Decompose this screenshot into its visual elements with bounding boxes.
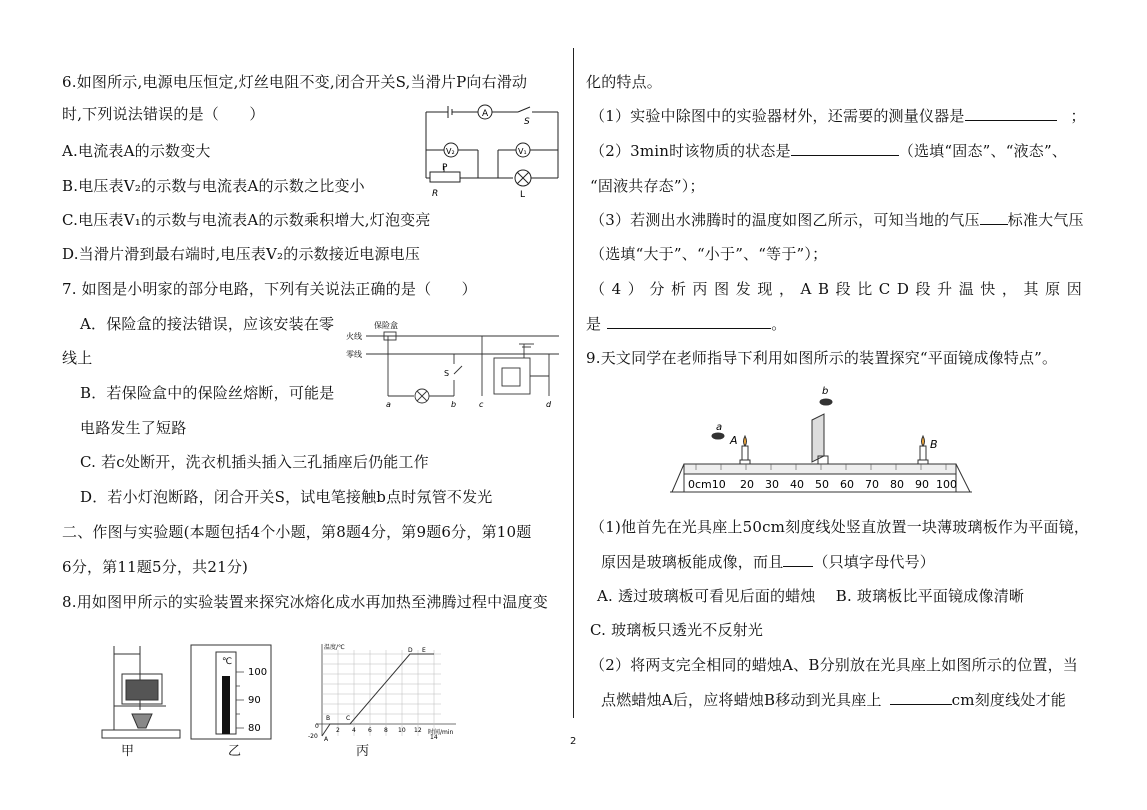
fig-yi-label: 乙	[228, 744, 242, 759]
q8-part1	[590, 106, 1086, 126]
page-number: 2	[570, 736, 577, 747]
q8-part4-end: 。	[771, 315, 787, 333]
fig-jia-apparatus	[100, 640, 184, 740]
q6-circuit-diagram	[418, 100, 568, 200]
q8-part1-end: ；	[1070, 107, 1086, 125]
q8-part3-text: （3）若测出水沸腾时的温度如图乙所示，可知当地的气压	[590, 211, 980, 229]
live-wire-label: 火线	[346, 332, 362, 341]
q8-part2-end: （选填“固态”、“液态”、	[898, 142, 1068, 160]
point-C-label: C	[346, 715, 351, 722]
switch-s-label: S	[444, 369, 450, 378]
q9-option-c: C. 玻璃板只透光不反射光	[590, 621, 764, 639]
v1-label: V₁	[518, 147, 527, 156]
q6-option-d: D.当滑片滑到最右端时,电压表V₂的示数接近电源电压	[62, 245, 421, 263]
scale-70: 70	[865, 478, 879, 491]
scale-40: 40	[790, 478, 804, 491]
scale-80: 80	[890, 478, 904, 491]
q9-part1-line2-text: 原因是玻璃板能成像，而且	[601, 553, 784, 571]
fig-jia-label: 甲	[121, 744, 135, 759]
q8-part3-line2: （选填“大于”、“小于”、“等于”）；	[590, 245, 828, 263]
section2-heading-line2: 6分，第11题5分，共21分)	[62, 558, 249, 576]
q9-part1-line2	[601, 552, 935, 572]
q8-part3-end: 标准大气压	[1007, 211, 1084, 229]
x-tick-12: 12	[414, 727, 422, 734]
q8-part2-line2: “固液共存态”）；	[590, 177, 705, 195]
bench-scale-labels	[688, 478, 957, 491]
point-E-label: E	[422, 647, 426, 654]
q9-part2-line2-text: 点燃蜡烛A后，应将蜡烛B移动到光具座上	[601, 691, 882, 709]
q8-part4-shi: 是	[586, 315, 602, 333]
lamp-label: L	[520, 190, 526, 200]
q8-part4-line2	[586, 314, 786, 334]
q8-part3	[590, 210, 1084, 230]
fig-yi-thermometer	[190, 644, 274, 742]
section2-heading-line1: 二、作图与实验题(本题包括4个小题，第8题4分，第9题6分，第10题	[62, 523, 532, 541]
q8-stem-continued: 化的特点。	[586, 73, 663, 91]
q6-stem-line1: 6.如图所示,电源电压恒定,灯丝电阻不变,闭合开关S,当滑片P向右滑动	[62, 73, 528, 91]
q9-optical-bench-figure	[666, 384, 986, 500]
q6-option-b: B.电压表V₂的示数与电流表A的示数之比变小	[62, 177, 365, 195]
thermo-tick-80: 80	[248, 723, 261, 734]
x-tick-10: 10	[398, 727, 406, 734]
ammeter-label: A	[482, 109, 489, 119]
q8-part2-text: （2）3min时该物质的状态是	[590, 142, 791, 160]
switch-label: S	[524, 117, 530, 127]
q7-stem: 7. 如图是小明家的部分电路，下列有关说法正确的是（ ）	[62, 280, 477, 298]
scale-0: 0cm10	[688, 478, 726, 491]
q6-stem-line2: 时,下列说法错误的是（ ）	[62, 105, 265, 123]
eye-b-label: b	[822, 386, 829, 397]
x-tick-8: 8	[384, 727, 388, 734]
point-d-label: d	[546, 400, 552, 409]
scale-50: 50	[815, 478, 829, 491]
thermo-unit: ℃	[222, 657, 233, 667]
y-tick-0: 0	[315, 723, 319, 730]
q9-part2-blank[interactable]	[890, 690, 952, 705]
v2-label: V₂	[446, 147, 455, 156]
q9-part2-line2	[601, 690, 1066, 710]
q8-part1-text: （1）实验中除图中的实验器材外，还需要的测量仪器是	[590, 107, 965, 125]
q9-options-ab: A. 透过玻璃板可看见后面的蜡烛 B. 玻璃板比平面镜成像清晰	[597, 587, 1025, 605]
graph-ylabel: 温度/℃	[324, 644, 345, 651]
fuse-box-label: 保险盒	[374, 321, 398, 330]
fig-bing-temperature-graph	[306, 640, 466, 744]
thermo-tick-90: 90	[248, 695, 261, 706]
scale-20: 20	[740, 478, 754, 491]
y-tick-minus20: -20	[308, 733, 318, 740]
candle-b-label: B	[930, 438, 938, 451]
q7-home-circuit-diagram	[344, 314, 562, 410]
neutral-wire-label: 零线	[346, 350, 362, 359]
rheostat-label: R	[432, 189, 439, 199]
q8-part4-blank[interactable]	[607, 314, 771, 329]
q8-part4: （4）分析丙图发现，AB段比CD段升温快，其原因	[590, 280, 1089, 298]
q8-part1-blank[interactable]	[965, 106, 1057, 121]
fig-bing-label: 丙	[356, 744, 370, 759]
x-tick-6: 6	[368, 727, 372, 734]
candle-a-label: A	[730, 434, 738, 447]
q9-part1-line2-end: （只填字母代号）	[813, 553, 936, 571]
q9-stem: 9.天文同学在老师指导下利用如图所示的装置探究“平面镜成像特点”。	[586, 349, 1058, 367]
eye-a-label: a	[716, 422, 723, 433]
q6-option-c: C.电压表V₁的示数与电流表A的示数乘积增大,灯泡变亮	[62, 211, 431, 229]
q7-option-b-line1: B．若保险盒中的保险丝熔断，可能是	[80, 384, 335, 402]
q7-option-c: C. 若c处断开，洗衣机插头插入三孔插座后仍能工作	[80, 453, 429, 471]
q9-part2-line2-end: cm刻度线处才能	[951, 691, 1066, 709]
x-tick-14: 14	[430, 734, 438, 741]
x-tick-2: 2	[336, 727, 340, 734]
graph-xlabel: 时间/min	[428, 729, 454, 736]
q9-part1-blank[interactable]	[783, 552, 813, 567]
column-divider	[573, 48, 574, 718]
q9-part2: （2）将两支完全相同的蜡烛A、B分别放在光具座上如图所示的位置，当	[590, 656, 1079, 674]
scale-60: 60	[840, 478, 854, 491]
q7-option-a-line2: 线上	[62, 349, 93, 367]
q9-part1: （1)他首先在光具座上50cm刻度线处竖直放置一块薄玻璃板作为平面镜，	[590, 518, 1090, 536]
point-c-label: c	[479, 400, 484, 409]
q6-option-a: A.电流表A的示数变大	[62, 142, 211, 160]
q8-part2-blank[interactable]	[791, 141, 899, 156]
point-B-label: B	[326, 715, 331, 722]
x-tick-4: 4	[352, 727, 356, 734]
q8-stem: 8.用如图甲所示的实验装置来探究冰熔化成水再加热至沸腾过程中温度变	[62, 593, 548, 611]
scale-100: 100	[936, 478, 957, 491]
scale-90: 90	[915, 478, 929, 491]
q7-option-a-line1: A．保险盒的接法错误，应该安装在零	[80, 315, 335, 333]
thermo-tick-100: 100	[248, 667, 268, 678]
point-a-label: a	[386, 400, 391, 409]
q8-part3-blank[interactable]	[980, 210, 1008, 225]
slider-p-label: P	[442, 163, 448, 173]
point-D-label: D	[408, 647, 413, 654]
scale-30: 30	[765, 478, 779, 491]
point-b-label: b	[451, 400, 457, 409]
q7-option-d: D．若小灯泡断路，闭合开关S，试电笔接触b点时氖管不发光	[80, 488, 493, 506]
q7-option-b-line2: 电路发生了短路	[80, 419, 187, 437]
point-A-label: A	[324, 736, 329, 743]
q8-part2	[590, 141, 1067, 161]
